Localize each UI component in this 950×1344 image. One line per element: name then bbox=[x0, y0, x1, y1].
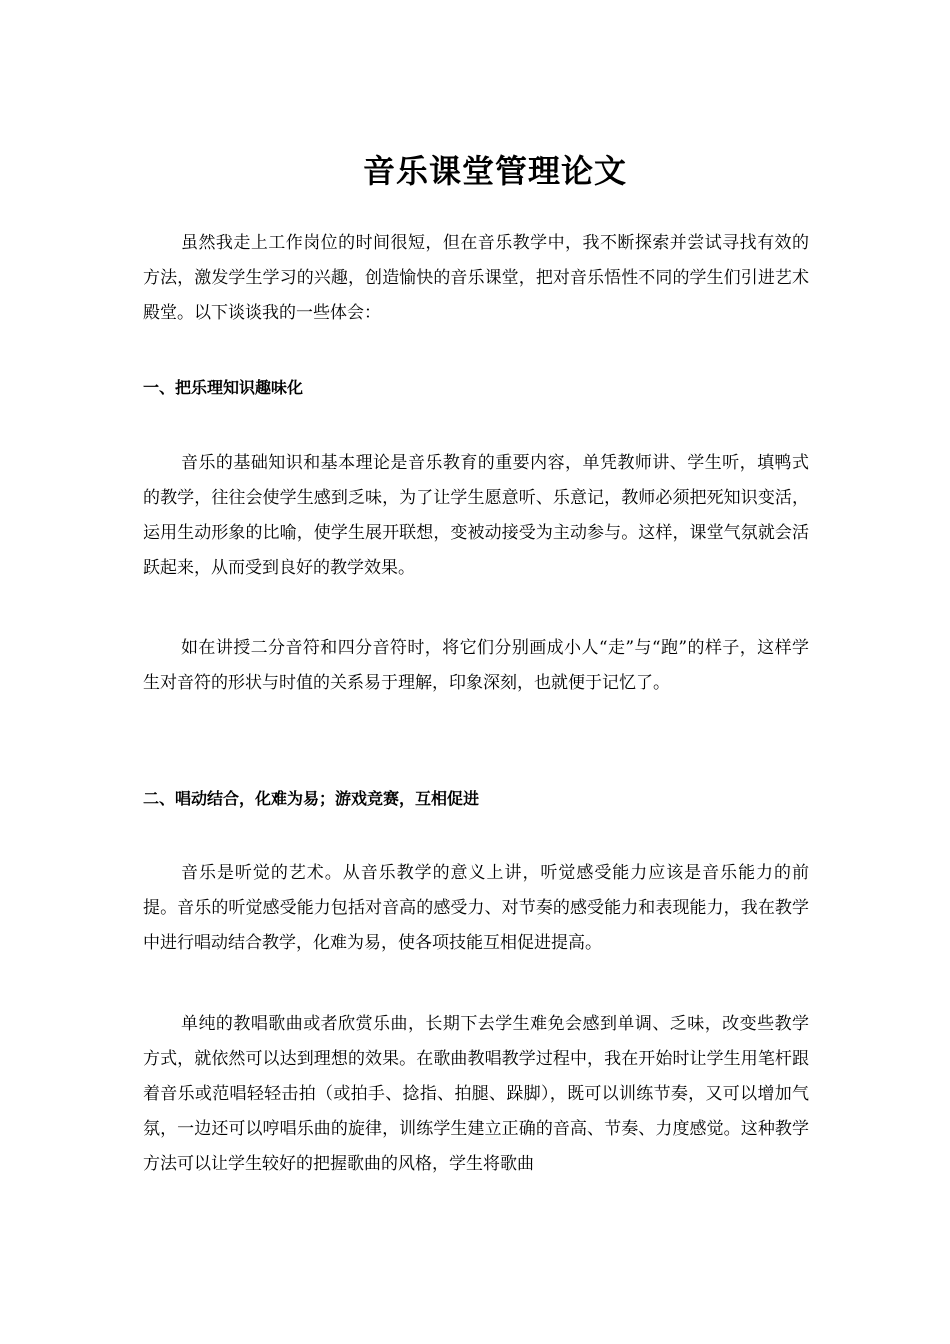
paragraph-teaching-method: 单纯的教唱歌曲或者欣赏乐曲，长期下去学生难免会感到单调、乏味，改变些教学方式，就依然可以达到理想的效果。在歌曲教唱教学过程中，我在开始时让学生用笔杆跟着音乐或范唱轻轻击拍（或拍手、捻指、拍腿、跺脚），既可以训练节奏，又可以增加气氛，一边还可以哼唱乐曲的旋律，训练学生建立正确的音高、节奏、力度感觉。这种教学方法可以让学生较好的把握歌曲的风格，学生将歌曲 bbox=[143, 1014, 809, 1174]
paragraph-note-example: 如在讲授二分音符和四分音符时，将它们分别画成小人“走”与“跑”的样子，这样学生对音符的形状与时值的关系易于理解，印象深刻，也就便于记忆了。 bbox=[143, 638, 809, 693]
paragraph-intro: 虽然我走上工作岗位的时间很短，但在音乐教学中，我不断探索并尝试寻找有效的方法，激发学生学习的兴趣，创造愉快的音乐课堂，把对音乐悟性不同的学生们引进艺术殿堂。以下谈谈我的一些体会： bbox=[143, 233, 809, 323]
document-title: 音乐课堂管理论文 bbox=[362, 152, 627, 191]
paragraph-music-theory: 音乐的基础知识和基本理论是音乐教育的重要内容，单凭教师讲、学生听，填鸭式的教学，往往会使学生感到乏味，为了让学生愿意听、乐意记，教师必须把死知识变活，运用生动形象的比喻，使学生展开联想，变被动接受为主动参与。这样，课堂气氛就会活跃起来，从而受到良好的教学效果。 bbox=[143, 453, 809, 578]
section-heading-2: 二、唱动结合，化难为易；游戏竞赛，互相促进 bbox=[143, 789, 480, 808]
paragraph-listening: 音乐是听觉的艺术。从音乐教学的意义上讲，听觉感受能力应该是音乐能力的前提。音乐的听觉感受能力包括对音高的感受力、对节奏的感受能力和表现能力，我在教学中进行唱动结合教学，化难为易，使各项技能互相促进提高。 bbox=[143, 863, 809, 953]
section-heading-1: 一、把乐理知识趣味化 bbox=[143, 378, 304, 397]
